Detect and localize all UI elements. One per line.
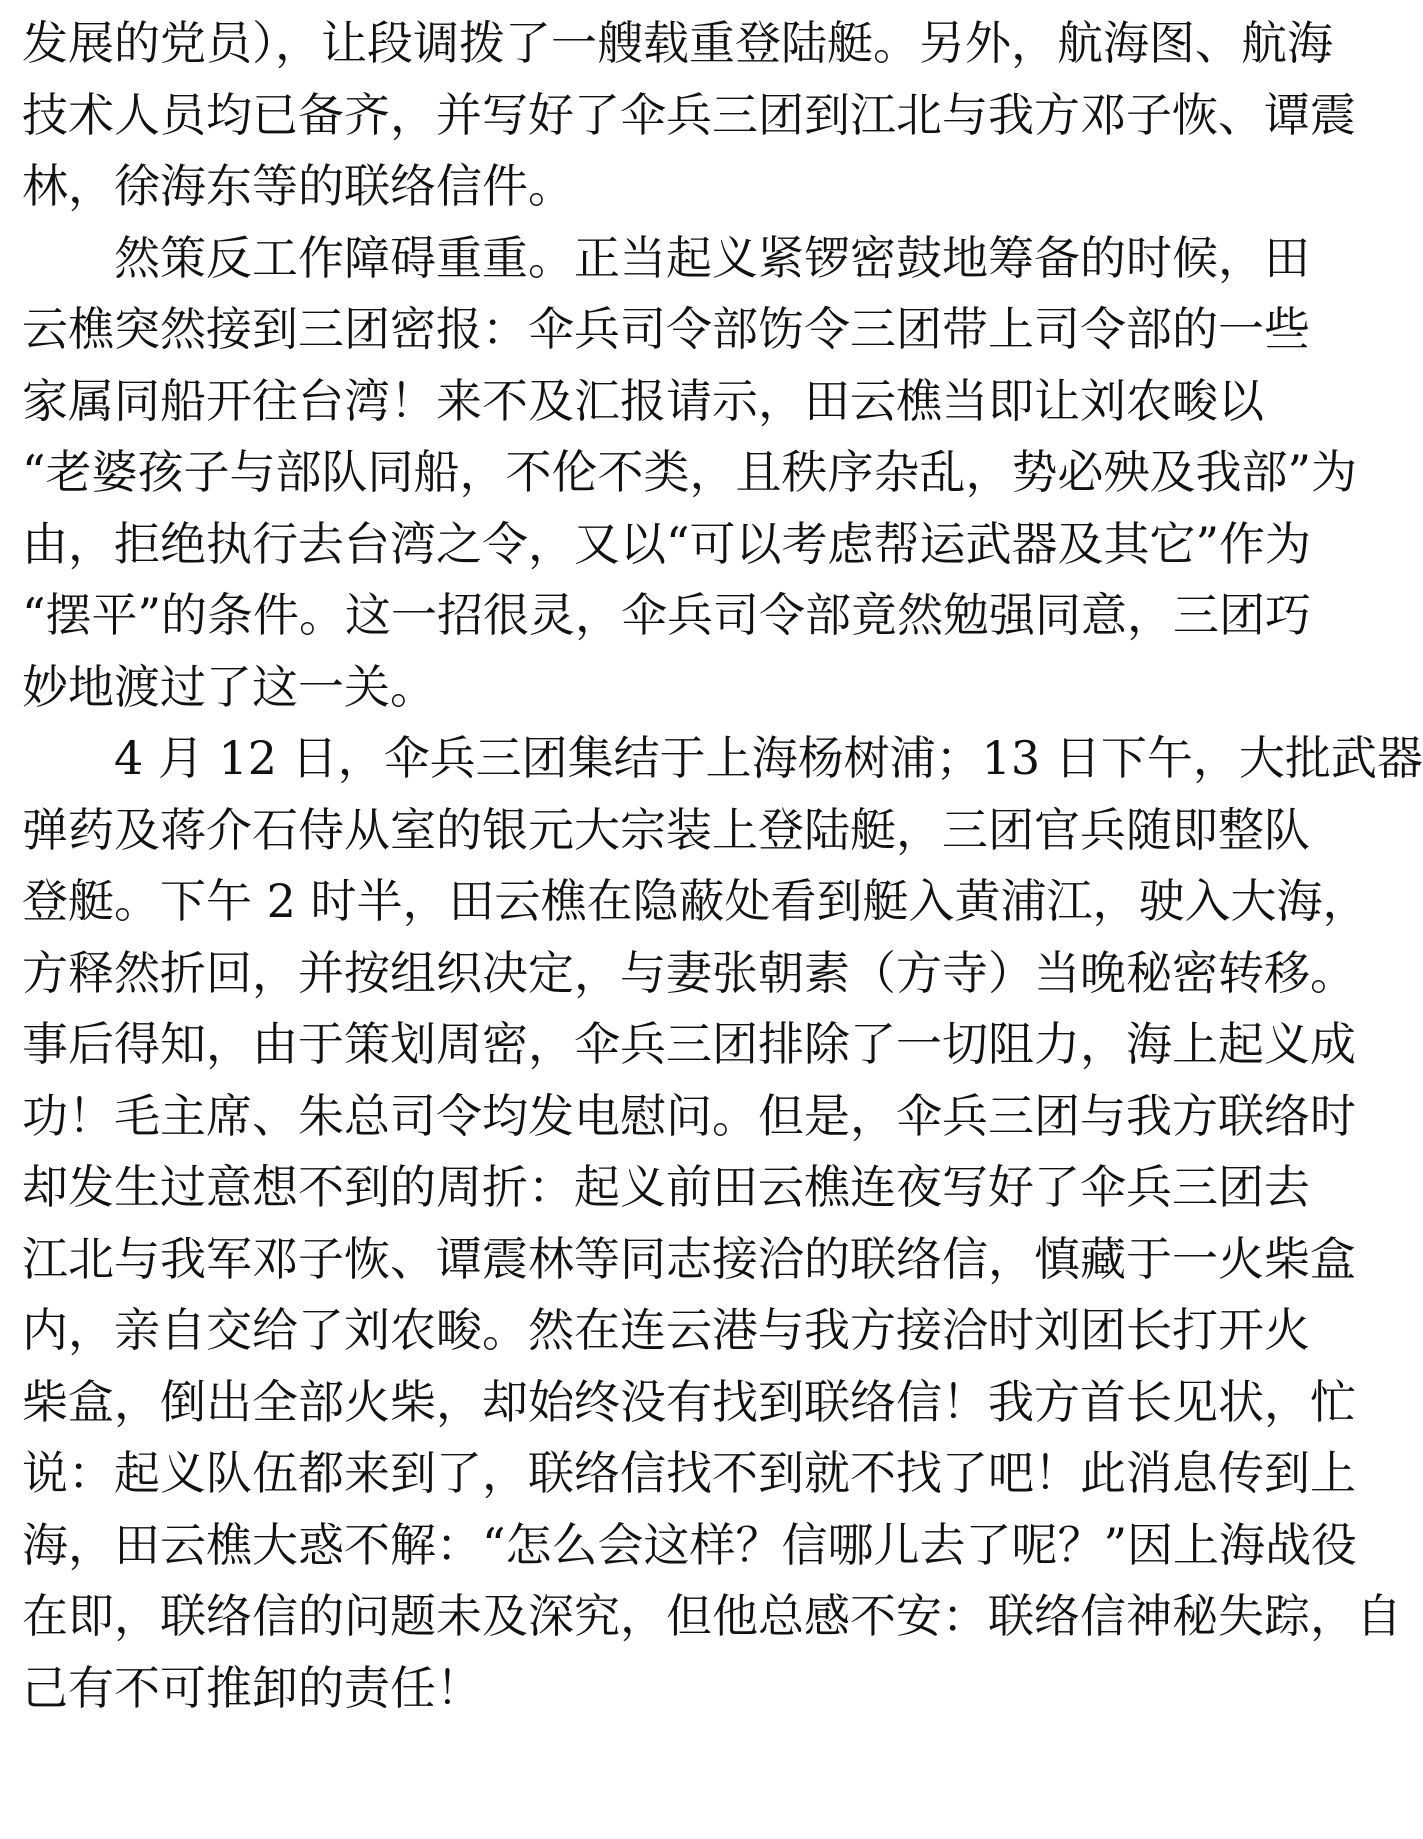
text-line: 林，徐海东等的联络信件。 — [22, 159, 574, 213]
text-line: 柴盒，倒出全部火柴，却始终没有找到联络信！我方首长见状，忙 — [22, 1374, 1356, 1429]
text-line: 方释然折回，并按组织决定，与妻张朝素（方寺）当晚秘密转移。 — [22, 945, 1356, 1000]
text-line: 4 月 12 日，伞兵三团集结于上海杨树浦；13 日下午，大批武器 — [22, 731, 1423, 785]
text-line: “老婆孩子与部队同船，不伦不类，且秩序杂乱，势必殃及我部”为 — [22, 445, 1358, 499]
text-line: 己有不可推卸的责任！ — [22, 1660, 482, 1715]
text-line: 妙地渡过了这一关。 — [22, 659, 436, 714]
text-line: 海，田云樵大惑不解：“怎么会这样？信哪儿去了呢？”因上海战役 — [22, 1517, 1358, 1572]
text-line: 功！毛主席、朱总司令均发电慰问。但是，伞兵三团与我方联络时 — [22, 1088, 1356, 1143]
text-line: 在即，联络信的问题未及深究，但他总感不安：联络信神秘失踪，自 — [22, 1589, 1402, 1643]
text-line: “摆平”的条件。这一招很灵，伞兵司令部竟然勉强同意，三团巧 — [22, 588, 1312, 642]
text-line: 江北与我军邓子恢、谭震林等同志接洽的联络信，慎藏于一火柴盒 — [22, 1231, 1356, 1286]
document-page — [22, 8, 1423, 1724]
text-line: 然策反工作障碍重重。正当起义紧锣密鼓地筹备的时候，田 — [22, 230, 1310, 285]
text-line: 技术人员均已备齐，并写好了伞兵三团到江北与我方邓子恢、谭震 — [22, 87, 1356, 142]
text-line: 却发生过意想不到的周折：起义前田云樵连夜写好了伞兵三团去 — [22, 1160, 1310, 1214]
text-line: 说：起义队伍都来到了，联络信找不到就不找了吧！此消息传到上 — [22, 1446, 1356, 1500]
text-line: 登艇。下午 2 时半，田云樵在隐蔽处看到艇入黄浦江，驶入大海， — [22, 874, 1369, 928]
text-line: 发展的党员），让段调拨了一艘载重登陆艇。另外，航海图、航海 — [22, 16, 1333, 70]
paragraph-1 — [22, 8, 1356, 223]
text-line: 家属同船开往台湾！来不及汇报请示，田云樵当即让刘农畯以 — [22, 373, 1264, 428]
text-line: 由，拒绝执行去台湾之令，又以“可以考虑帮运武器及其它”作为 — [22, 516, 1312, 571]
text-line: 事后得知，由于策划周密，伞兵三团排除了一切阻力，海上起义成 — [22, 1017, 1356, 1071]
text-line: 云樵突然接到三团密报：伞兵司令部饬令三团带上司令部的一些 — [22, 302, 1310, 356]
paragraph-3 — [22, 723, 1423, 1724]
paragraph-2 — [22, 223, 1358, 724]
text-line: 内，亲自交给了刘农畯。然在连云港与我方接洽时刘团长打开火 — [22, 1303, 1310, 1357]
text-line: 弹药及蒋介石侍从室的银元大宗装上登陆艇，三团官兵随即整队 — [22, 802, 1310, 857]
